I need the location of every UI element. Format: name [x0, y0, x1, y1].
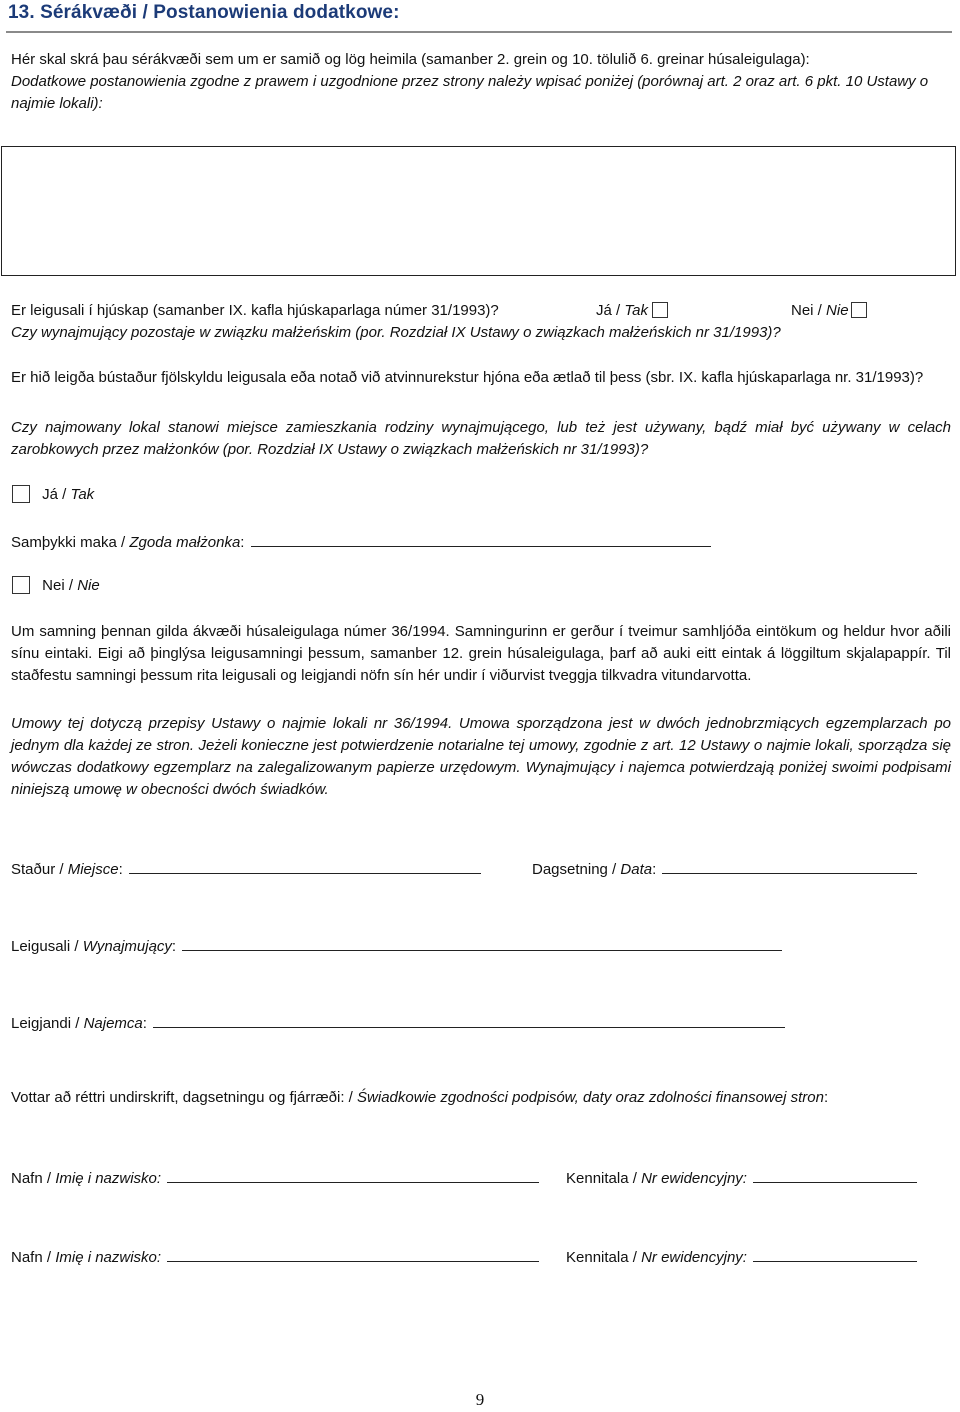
date-row: Dagsetning / Data:	[532, 857, 917, 881]
witness1-id-label-is: Kennitala	[566, 1170, 629, 1187]
place-field[interactable]	[129, 857, 481, 874]
family-yes-option[interactable]: Já / Tak	[12, 484, 94, 506]
spouse-consent-row: Samþykki maka / Zgoda małżonka:	[11, 530, 711, 554]
marriage-no-label-pl: Nie	[826, 302, 849, 319]
witness1-id-field[interactable]	[753, 1166, 917, 1183]
family-yes-label-pl: Tak	[70, 486, 95, 503]
witness2-name-field[interactable]	[167, 1245, 539, 1262]
marriage-yes-label-is: Já	[596, 302, 612, 319]
marriage-no-checkbox[interactable]	[851, 302, 867, 318]
marriage-yes-option[interactable]: Já / Tak	[596, 300, 668, 322]
place-label-pl: Miejsce	[67, 861, 119, 878]
witness2-name-label-is: Nafn	[11, 1249, 43, 1266]
family-yes-label-is: Já	[42, 486, 59, 503]
spouse-consent-field[interactable]	[251, 530, 711, 547]
landlord-row: Leigusali / Wynajmujący:	[11, 934, 782, 958]
spouse-consent-label-is: Samþykki maka	[11, 534, 117, 551]
marriage-yes-checkbox[interactable]	[652, 302, 668, 318]
special-terms-textarea[interactable]	[1, 146, 956, 276]
place-label-is: Staður	[11, 861, 56, 878]
witness2-id-field[interactable]	[753, 1245, 917, 1262]
intro-is: Hér skal skrá þau sérákvæði sem um er samið og lög heimila (samanber 2. grein og 10. tölulið 6. greinar húsaleigulaga):	[11, 51, 810, 68]
title-divider	[6, 31, 952, 33]
landlord-label-is: Leigusali	[11, 938, 71, 955]
date-label-is: Dagsetning	[532, 861, 608, 878]
witness1-name-field[interactable]	[167, 1166, 539, 1183]
marriage-yes-label-pl: Tak	[624, 302, 648, 319]
page-number: 9	[475, 1390, 485, 1409]
witness-heading: Vottar að réttri undirskrift, dagsetningu og fjárræði: / Świadkowie zgodności podpisów, daty oraz zdolności finansowej stron:	[11, 1089, 829, 1106]
witness-label-is: Vottar að réttri undirskrift, dagsetningu og fjárræði:	[11, 1089, 345, 1106]
place-row: Staður / Miejsce:	[11, 857, 481, 881]
family-no-option[interactable]: Nei / Nie	[12, 575, 100, 597]
witness-label-pl: Świadkowie zgodności podpisów, daty oraz zdolności finansowej stron	[357, 1089, 824, 1106]
closing-is: Um samning þennan gilda ákvæði húsaleigulaga númer 36/1994. Samningurinn er gerður í tveimur samhljóða eintökum og heldur hvor aðili sínu eintaki. Eigi að þinglýsa leigusamningi þessum, samanber 12. grein húsaleigulaga, þarf að auki eitt eintak á löggiltum skjalapappír. Til staðfestu samningi þessum rita leigusali og leigjandi nöfn sín hér undir í viðurvist tveggja tilkvadra vitundarvotta.	[11, 623, 951, 684]
witness1-id-row: Kennitala / Nr ewidencyjny:	[566, 1166, 917, 1190]
marriage-question-pl: Czy wynajmujący pozostaje w związku małżeńskim (por. Rozdział IX Ustawy o związkach małżeńskich nr 31/1993)?	[11, 324, 781, 341]
witness2-name-row: Nafn / Imię i nazwisko:	[11, 1245, 539, 1269]
date-label-pl: Data	[620, 861, 653, 878]
landlord-label-pl: Wynajmujący	[82, 938, 172, 955]
family-question-is: Er hið leigða bústaður fjölskyldu leigusala eða notað við atvinnurekstur hjóna eða ætlað til þess (sbr. IX. kafla hjúskaparlaga nr. 31/1993)?	[11, 369, 924, 386]
witness2-id-label-pl: Nr ewidencyjny:	[641, 1249, 747, 1266]
tenant-signature-field[interactable]	[153, 1011, 785, 1028]
witness1-name-row: Nafn / Imię i nazwisko:	[11, 1166, 539, 1190]
marriage-no-option[interactable]: Nei / Nie	[791, 300, 867, 322]
intro-pl: Dodatkowe postanowienia zgodne z prawem i uzgodnione przez strony należy wpisać poniżej (porównaj art. 2 oraz art. 6 pkt. 10 Ustawy o najmie lokali):	[11, 73, 929, 112]
tenant-row: Leigjandi / Najemca:	[11, 1011, 785, 1035]
witness1-name-label-is: Nafn	[11, 1170, 43, 1187]
tenant-label-is: Leigjandi	[11, 1015, 72, 1032]
witness2-id-row: Kennitala / Nr ewidencyjny:	[566, 1245, 917, 1269]
family-question-pl: Czy najmowany lokal stanowi miejsce zamieszkania rodziny wynajmującego, lub też jest używany, bądź miał być używany w celach zarobkowych przez małżonków (por. Rozdział IX Ustawy o związkach małżeńskich nr 31/1993)?	[11, 419, 951, 458]
family-no-label-is: Nei	[42, 577, 65, 594]
marriage-no-label-is: Nei	[791, 302, 814, 319]
intro-text	[11, 49, 951, 115]
landlord-signature-field[interactable]	[182, 934, 782, 951]
spouse-consent-label-pl: Zgoda małżonka	[129, 534, 241, 551]
section-title: 13. Sérákvæði / Postanowienia dodatkowe:	[8, 2, 400, 23]
family-yes-checkbox[interactable]	[12, 485, 30, 503]
marriage-question-is: Er leigusali í hjúskap (samanber IX. kafla hjúskaparlaga númer 31/1993)?	[11, 302, 499, 319]
tenant-label-pl: Najemca	[83, 1015, 143, 1032]
family-no-checkbox[interactable]	[12, 576, 30, 594]
witness2-name-label-pl: Imię i nazwisko:	[55, 1249, 162, 1266]
witness2-id-label-is: Kennitala	[566, 1249, 629, 1266]
closing-pl: Umowy tej dotyczą przepisy Ustawy o najmie lokali nr 36/1994. Umowa sporządzona jest w dwóch jednobrzmiących egzemplarzach po jednym dla każdej ze stron. Jeżeli konieczne jest potwierdzenie notarialne tej umowy, zgodnie z art. 12 Ustawy o najmie lokali, sporządza się wówczas dodatkowy egzemplarz na zalegalizowanym papierze urzędowym. Wynajmujący i najemca potwierdzają poniżej swoimi podpisami niniejszą umowę w obecności dwóch świadków.	[11, 715, 951, 798]
date-field[interactable]	[662, 857, 917, 874]
family-no-label-pl: Nie	[77, 577, 100, 594]
witness1-id-label-pl: Nr ewidencyjny:	[641, 1170, 747, 1187]
witness1-name-label-pl: Imię i nazwisko:	[55, 1170, 162, 1187]
